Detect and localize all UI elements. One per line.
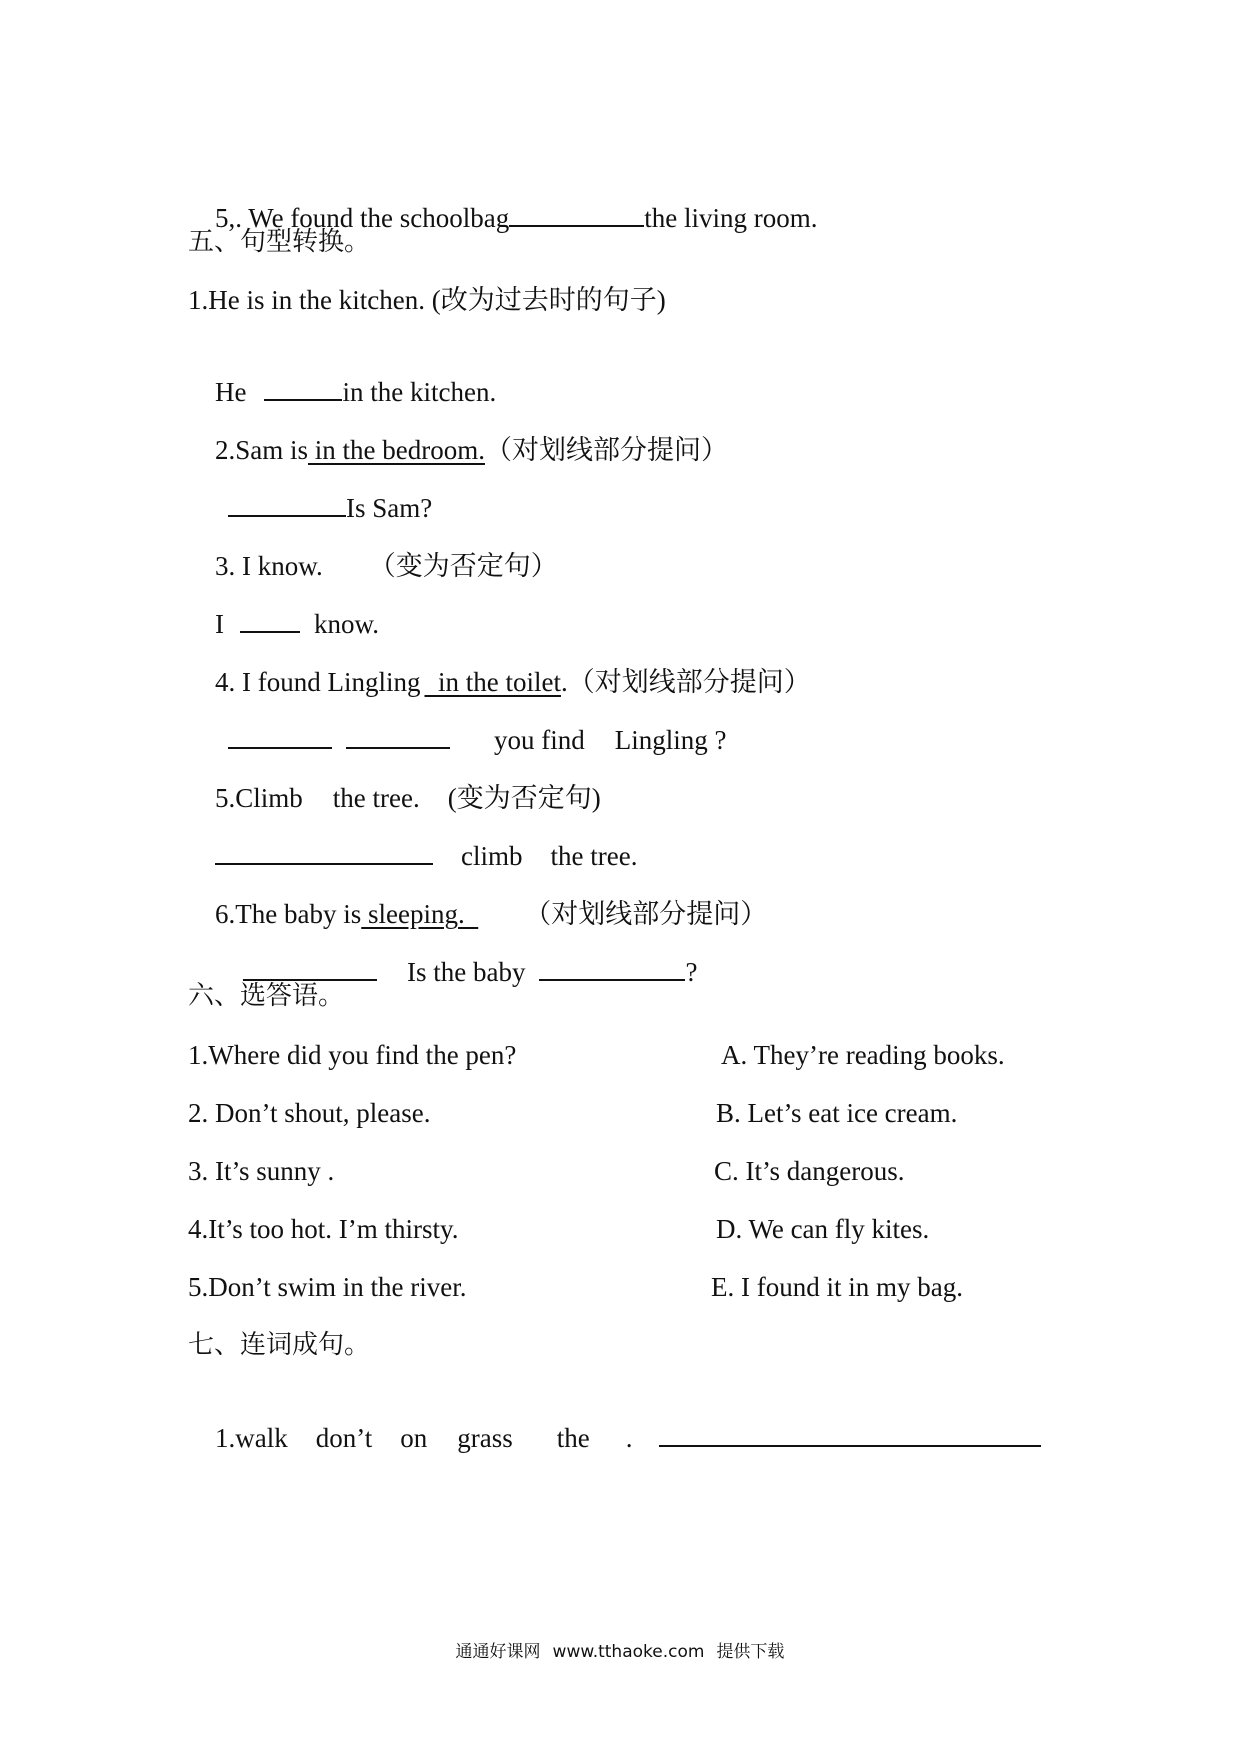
instruction-note: （对划线部分提问） bbox=[524, 899, 768, 929]
instruction-note: （变为否定句） bbox=[368, 551, 558, 581]
answer-text-end: ? bbox=[685, 957, 698, 987]
answer-blank-2[interactable] bbox=[539, 957, 685, 981]
word-5: the bbox=[556, 1423, 590, 1453]
word-3: on bbox=[400, 1423, 428, 1453]
question-text-end: the living room. bbox=[644, 203, 818, 233]
transform-q1-prompt: 1.He is in the kitchen. (改为过去时的句子) bbox=[188, 285, 666, 315]
answer-prefix: He bbox=[215, 377, 247, 407]
section-5-title: 五、句型转换。 bbox=[188, 227, 371, 257]
match-question-5: 5.Don’t swim in the river. bbox=[188, 1272, 467, 1302]
prompt-text: 3. I know. bbox=[215, 551, 323, 581]
footer-download-text: 提供下载 bbox=[716, 1642, 785, 1662]
answer-blank[interactable] bbox=[240, 609, 300, 633]
instruction-note: (变为否定句) bbox=[447, 783, 601, 813]
answer-suffix: in the kitchen. bbox=[342, 377, 497, 407]
match-question-1: 1.Where did you find the pen? bbox=[188, 1040, 517, 1070]
answer-blank-1[interactable] bbox=[243, 957, 377, 981]
match-question-3: 3. It’s sunny . bbox=[188, 1156, 335, 1186]
underlined-phrase: sleeping. bbox=[361, 899, 479, 929]
match-answer-b: B. Let’s eat ice cream. bbox=[716, 1098, 958, 1128]
answer-text-end: the tree. bbox=[550, 841, 638, 871]
word-order-question-1 bbox=[188, 1387, 1041, 1489]
prompt-text: 5.Climb bbox=[215, 783, 303, 813]
answer-blank[interactable] bbox=[264, 377, 342, 401]
prompt-text: 2.Sam is bbox=[215, 435, 309, 465]
answer-suffix: Is Sam? bbox=[346, 493, 433, 523]
answer-blank-1[interactable] bbox=[228, 725, 332, 749]
footer-url[interactable]: www.tthaoke.com bbox=[552, 1642, 705, 1662]
section-6-title: 六、选答语。 bbox=[188, 981, 345, 1011]
footer-site-name: 通通好课网 bbox=[455, 1642, 541, 1662]
answer-line[interactable] bbox=[659, 1423, 1041, 1447]
answer-blank[interactable] bbox=[215, 841, 433, 865]
match-answer-a: A. They’re reading books. bbox=[721, 1040, 1005, 1070]
page-footer bbox=[0, 1637, 1240, 1662]
prompt-text: 4. I found Lingling bbox=[215, 667, 421, 697]
match-question-4: 4.It’s too hot. I’m thirsty. bbox=[188, 1214, 459, 1244]
match-answer-e: E. I found it in my bag. bbox=[711, 1272, 963, 1302]
underlined-phrase: in the bedroom. bbox=[308, 435, 485, 465]
match-answer-c: C. It’s dangerous. bbox=[714, 1156, 905, 1186]
answer-suffix: know. bbox=[314, 609, 379, 639]
answer-blank[interactable] bbox=[228, 493, 346, 517]
answer-text-end: Lingling ? bbox=[614, 725, 727, 755]
answer-blank[interactable] bbox=[509, 203, 644, 227]
question-text: 5,. We found the schoolbag bbox=[215, 203, 510, 233]
answer-text: climb bbox=[461, 841, 523, 871]
word-4: grass bbox=[457, 1423, 513, 1453]
match-answer-d: D. We can fly kites. bbox=[716, 1214, 930, 1244]
match-question-2: 2. Don’t shout, please. bbox=[188, 1098, 431, 1128]
answer-blank-2[interactable] bbox=[346, 725, 450, 749]
section-7-title: 七、连词成句。 bbox=[188, 1330, 371, 1360]
instruction-note: .（对划线部分提问） bbox=[560, 667, 811, 697]
answer-prefix: I bbox=[215, 609, 224, 639]
instruction-note: （对划线部分提问） bbox=[484, 435, 728, 465]
word-6: . bbox=[625, 1423, 633, 1453]
underlined-phrase: in the toilet bbox=[424, 667, 561, 697]
prompt-text-2: the tree. bbox=[332, 783, 420, 813]
word-2: don’t bbox=[315, 1423, 373, 1453]
answer-text: you find bbox=[494, 725, 585, 755]
prompt-text: 6.The baby is bbox=[215, 899, 362, 929]
answer-text: Is the baby bbox=[407, 957, 526, 987]
word-1: 1.walk bbox=[215, 1423, 288, 1453]
